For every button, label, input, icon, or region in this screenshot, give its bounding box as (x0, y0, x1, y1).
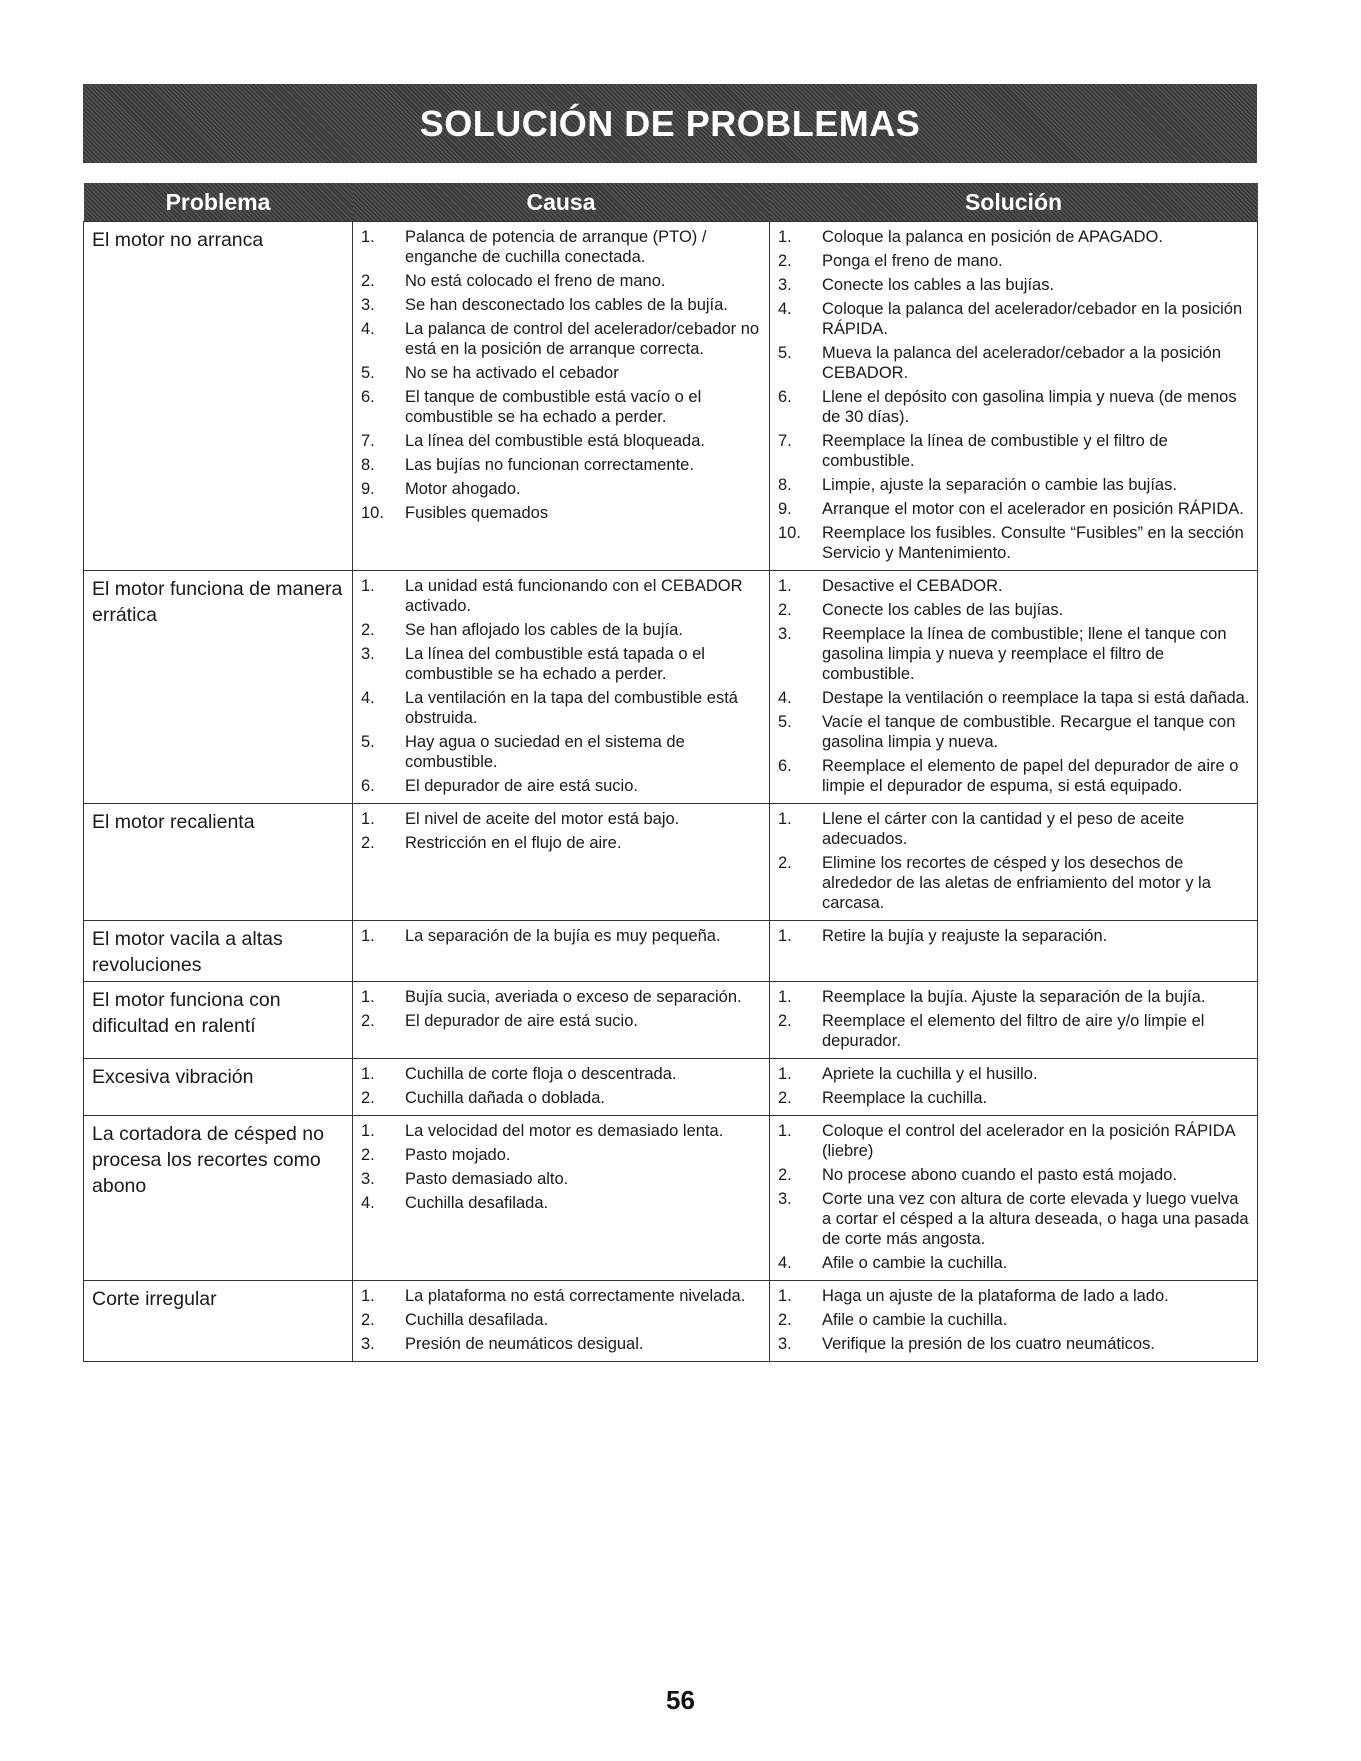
item-number: 1. (361, 577, 375, 595)
item-text: Llene el depósito con gasolina limpia y nueva (de menos de 30 días). (822, 388, 1237, 426)
item-text: No está colocado el freno de mano. (405, 272, 666, 290)
page-number: 56 (666, 1685, 695, 1715)
cause-item (361, 1169, 763, 1189)
solution-item (778, 275, 1251, 295)
item-text: Cuchilla de corte floja o descentrada. (405, 1065, 677, 1083)
solution-list (778, 1286, 1251, 1354)
item-text: La separación de la bujía es muy pequeña. (405, 927, 721, 945)
item-text: Palanca de potencia de arranque (PTO) / enganche de cuchilla conectada. (405, 228, 707, 266)
item-text: Vacíe el tanque de combustible. Recargue el tanque con gasolina limpia y nueva. (822, 713, 1236, 751)
item-number: 4. (361, 689, 375, 707)
problem-cell: La cortadora de césped no procesa los recortes como abono (84, 1116, 353, 1281)
cause-list (361, 1121, 763, 1213)
item-text: Afile o cambie la cuchilla. (822, 1254, 1008, 1272)
table-row (84, 1059, 1258, 1116)
table-row (84, 804, 1258, 921)
item-text: Haga un ajuste de la plataforma de lado a lado. (822, 1287, 1169, 1305)
item-text: Reemplace el elemento del filtro de aire y/o limpie el depurador. (822, 1012, 1205, 1050)
item-text: Se han desconectado los cables de la bujía. (405, 296, 728, 314)
table-row (84, 1116, 1258, 1281)
table-header-row (84, 183, 1258, 222)
solution-item (778, 299, 1251, 339)
solution-item (778, 926, 1251, 946)
item-text: Llene el cárter con la cantidad y el peso de aceite adecuados. (822, 810, 1185, 848)
item-text: La velocidad del motor es demasiado lenta. (405, 1122, 724, 1140)
item-number: 8. (361, 456, 375, 474)
solution-list (778, 1121, 1251, 1273)
cause-cell (353, 921, 770, 982)
problem-cell: El motor funciona de manera errática (84, 571, 353, 804)
solution-item (778, 523, 1251, 563)
solution-item (778, 1165, 1251, 1185)
cause-item (361, 809, 763, 829)
cause-item (361, 431, 763, 451)
item-number: 3. (778, 276, 792, 294)
solution-cell (770, 222, 1258, 571)
solution-list (778, 1064, 1251, 1108)
item-text: Coloque la palanca del acelerador/cebador en la posición RÁPIDA. (822, 300, 1243, 338)
item-number: 4. (778, 300, 792, 318)
cause-cell (353, 982, 770, 1059)
header-solucion: Solución (770, 183, 1258, 222)
solution-item (778, 1121, 1251, 1161)
item-number: 1. (778, 1287, 792, 1305)
item-number: 9. (361, 480, 375, 498)
item-text: Motor ahogado. (405, 480, 521, 498)
cause-item (361, 363, 763, 383)
item-text: Reemplace el elemento de papel del depurador de aire o limpie el depurador de espuma, si está equipado. (822, 757, 1239, 795)
solution-cell (770, 571, 1258, 804)
item-text: Corte una vez con altura de corte elevada y luego vuelva a cortar el césped a la altura deseada, o haga una pasada de corte más angosta. (822, 1190, 1249, 1248)
item-text: Destape la ventilación o reemplace la tapa si está dañada. (822, 689, 1250, 707)
item-number: 2. (778, 854, 792, 872)
item-text: La línea del combustible está bloqueada. (405, 432, 705, 450)
item-text: Cuchilla desafilada. (405, 1194, 549, 1212)
item-text: Verifique la presión de los cuatro neumáticos. (822, 1335, 1155, 1353)
cause-cell (353, 571, 770, 804)
item-number: 2. (361, 621, 375, 639)
solution-cell (770, 804, 1258, 921)
item-text: No se ha activado el cebador (405, 364, 619, 382)
cause-item (361, 987, 763, 1007)
item-text: La unidad está funcionando con el CEBADOR activado. (405, 577, 743, 615)
cause-list (361, 809, 763, 853)
item-number: 1. (778, 927, 792, 945)
header-causa: Causa (353, 183, 770, 222)
item-number: 2. (361, 1012, 375, 1030)
cause-item (361, 1064, 763, 1084)
item-number: 5. (778, 344, 792, 362)
cause-list (361, 227, 763, 523)
cause-cell (353, 222, 770, 571)
item-text: Presión de neumáticos desigual. (405, 1335, 644, 1353)
item-number: 7. (778, 432, 792, 450)
item-number: 1. (778, 1065, 792, 1083)
cause-item (361, 926, 763, 946)
item-number: 2. (778, 1311, 792, 1329)
cause-list (361, 1286, 763, 1354)
solution-item (778, 475, 1251, 495)
table-row (84, 921, 1258, 982)
table-row (84, 982, 1258, 1059)
solution-item (778, 343, 1251, 383)
solution-item (778, 756, 1251, 796)
cause-item (361, 1145, 763, 1165)
item-number: 2. (778, 601, 792, 619)
solution-list (778, 809, 1251, 913)
cause-cell (353, 1281, 770, 1362)
cause-list (361, 1064, 763, 1108)
item-text: Cuchilla dañada o doblada. (405, 1089, 605, 1107)
solution-item (778, 987, 1251, 1007)
solution-item (778, 712, 1251, 752)
item-number: 4. (361, 1194, 375, 1212)
cause-item (361, 1193, 763, 1213)
item-number: 2. (361, 1146, 375, 1164)
item-number: 1. (361, 1287, 375, 1305)
solution-cell (770, 1281, 1258, 1362)
table-body (84, 222, 1258, 1362)
cause-item (361, 455, 763, 475)
solution-cell (770, 921, 1258, 982)
item-number: 6. (778, 757, 792, 775)
item-text: Arranque el motor con el acelerador en posición RÁPIDA. (822, 500, 1244, 518)
problem-cell: El motor recalienta (84, 804, 353, 921)
cause-item (361, 576, 763, 616)
item-text: Mueva la palanca del acelerador/cebador a la posición CEBADOR. (822, 344, 1222, 382)
cause-item (361, 688, 763, 728)
item-text: Pasto demasiado alto. (405, 1170, 569, 1188)
item-text: Hay agua o suciedad en el sistema de combustible. (405, 733, 685, 771)
item-text: Fusibles quemados (405, 504, 549, 522)
solution-item (778, 624, 1251, 684)
cause-item (361, 1334, 763, 1354)
cause-item (361, 479, 763, 499)
item-text: Conecte los cables de las bujías. (822, 601, 1064, 619)
header-problema: Problema (84, 183, 353, 222)
item-number: 10. (361, 504, 384, 522)
problem-cell: Excesiva vibración (84, 1059, 353, 1116)
solution-item (778, 1334, 1251, 1354)
solution-item (778, 227, 1251, 247)
item-number: 3. (778, 625, 792, 643)
item-number: 7. (361, 432, 375, 450)
item-number: 1. (361, 927, 375, 945)
solution-item (778, 251, 1251, 271)
cause-cell (353, 804, 770, 921)
item-text: Se han aflojado los cables de la bujía. (405, 621, 683, 639)
item-text: Reemplace la línea de combustible; llene el tanque con gasolina limpia y nueva y reemplace el filtro de combustible. (822, 625, 1227, 683)
item-text: La plataforma no está correctamente nivelada. (405, 1287, 746, 1305)
item-number: 3. (361, 1170, 375, 1188)
item-number: 1. (361, 1122, 375, 1140)
item-text: La línea del combustible está tapada o el combustible se ha echado a perder. (405, 645, 705, 683)
cause-item (361, 319, 763, 359)
solution-item (778, 688, 1251, 708)
solution-item (778, 853, 1251, 913)
cause-list (361, 926, 763, 946)
item-text: Afile o cambie la cuchilla. (822, 1311, 1008, 1329)
solution-item (778, 1011, 1251, 1051)
item-number: 3. (361, 296, 375, 314)
cause-item (361, 271, 763, 291)
item-number: 2. (361, 272, 375, 290)
cause-item (361, 295, 763, 315)
cause-cell (353, 1059, 770, 1116)
item-text: Limpie, ajuste la separación o cambie las bujías. (822, 476, 1177, 494)
item-number: 1. (361, 988, 375, 1006)
item-number: 3. (361, 645, 375, 663)
item-number: 2. (361, 1311, 375, 1329)
problem-cell: El motor funciona con dificultad en ralentí (84, 982, 353, 1059)
solution-item (778, 431, 1251, 471)
item-text: Retire la bujía y reajuste la separación. (822, 927, 1108, 945)
problem-cell: El motor no arranca (84, 222, 353, 571)
item-text: El nivel de aceite del motor está bajo. (405, 810, 680, 828)
solution-item (778, 809, 1251, 849)
item-number: 2. (778, 1012, 792, 1030)
item-number: 1. (778, 577, 792, 595)
solution-item (778, 1286, 1251, 1306)
item-number: 5. (778, 713, 792, 731)
solution-item (778, 576, 1251, 596)
item-text: Reemplace la línea de combustible y el filtro de combustible. (822, 432, 1168, 470)
item-text: El tanque de combustible está vacío o el combustible se ha echado a perder. (405, 388, 702, 426)
table-row (84, 1281, 1258, 1362)
solution-list (778, 987, 1251, 1051)
table-row (84, 222, 1258, 571)
item-number: 3. (361, 1335, 375, 1353)
item-text: Coloque la palanca en posición de APAGADO. (822, 228, 1163, 246)
cause-item (361, 1088, 763, 1108)
item-number: 5. (361, 364, 375, 382)
item-number: 10. (778, 524, 801, 542)
item-number: 2. (361, 834, 375, 852)
cause-item (361, 1286, 763, 1306)
item-text: Ponga el freno de mano. (822, 252, 1003, 270)
solution-item (778, 1064, 1251, 1084)
item-number: 6. (778, 388, 792, 406)
cause-item (361, 644, 763, 684)
item-text: Coloque el control del acelerador en la posición RÁPIDA (liebre) (822, 1122, 1235, 1160)
solution-item (778, 600, 1251, 620)
cause-item (361, 503, 763, 523)
solution-item (778, 499, 1251, 519)
solution-cell (770, 1059, 1258, 1116)
solution-cell (770, 1116, 1258, 1281)
cause-item (361, 833, 763, 853)
table-row (84, 571, 1258, 804)
cause-item (361, 732, 763, 772)
item-number: 1. (361, 228, 375, 246)
solution-item (778, 1189, 1251, 1249)
solution-list (778, 576, 1251, 796)
solution-cell (770, 982, 1258, 1059)
item-number: 6. (361, 777, 375, 795)
cause-cell (353, 1116, 770, 1281)
cause-item (361, 1011, 763, 1031)
item-text: Conecte los cables a las bujías. (822, 276, 1055, 294)
cause-item (361, 1121, 763, 1141)
item-text: Restricción en el flujo de aire. (405, 834, 622, 852)
problem-cell: Corte irregular (84, 1281, 353, 1362)
item-number: 3. (778, 1190, 792, 1208)
item-number: 3. (778, 1335, 792, 1353)
item-text: El depurador de aire está sucio. (405, 1012, 638, 1030)
item-number: 4. (361, 320, 375, 338)
item-number: 1. (778, 810, 792, 828)
item-text: Cuchilla desafilada. (405, 1311, 549, 1329)
item-number: 1. (361, 810, 375, 828)
solution-item (778, 1310, 1251, 1330)
page-title-banner (83, 84, 1257, 163)
item-number: 4. (778, 689, 792, 707)
item-text: Reemplace la cuchilla. (822, 1089, 988, 1107)
item-number: 2. (778, 1166, 792, 1184)
cause-item (361, 1310, 763, 1330)
item-number: 9. (778, 500, 792, 518)
solution-list (778, 926, 1251, 946)
page-title: SOLUCIÓN DE PROBLEMAS (419, 102, 921, 144)
item-number: 2. (778, 1089, 792, 1107)
solution-item (778, 387, 1251, 427)
item-text: No procese abono cuando el pasto está mojado. (822, 1166, 1177, 1184)
item-text: La palanca de control del acelerador/cebador no está en la posición de arranque correcta. (405, 320, 760, 358)
item-number: 1. (778, 1122, 792, 1140)
item-number: 2. (361, 1089, 375, 1107)
cause-item (361, 776, 763, 796)
item-text: Reemplace la bujía. Ajuste la separación de la bujía. (822, 988, 1206, 1006)
solution-list (778, 227, 1251, 563)
item-number: 1. (361, 1065, 375, 1083)
solution-item (778, 1253, 1251, 1273)
item-text: Las bujías no funcionan correctamente. (405, 456, 694, 474)
item-number: 4. (778, 1254, 792, 1272)
troubleshooting-table (83, 183, 1258, 1362)
item-text: Reemplace los fusibles. Consulte “Fusibles” en la sección Servicio y Mantenimiento. (822, 524, 1244, 562)
item-text: Elimine los recortes de césped y los desechos de alrededor de las aletas de enfriamiento del motor y la carcasa. (822, 854, 1211, 912)
cause-list (361, 576, 763, 796)
cause-item (361, 227, 763, 267)
item-text: La ventilación en la tapa del combustible está obstruida. (405, 689, 738, 727)
cause-item (361, 387, 763, 427)
item-number: 6. (361, 388, 375, 406)
item-number: 2. (778, 252, 792, 270)
cause-list (361, 987, 763, 1031)
item-text: El depurador de aire está sucio. (405, 777, 638, 795)
item-text: Bujía sucia, averiada o exceso de separación. (405, 988, 742, 1006)
item-number: 1. (778, 988, 792, 1006)
item-number: 5. (361, 733, 375, 751)
item-number: 1. (778, 228, 792, 246)
item-text: Desactive el CEBADOR. (822, 577, 1003, 595)
problem-cell: El motor vacila a altas revoluciones (84, 921, 353, 982)
cause-item (361, 620, 763, 640)
solution-item (778, 1088, 1251, 1108)
item-number: 8. (778, 476, 792, 494)
item-text: Pasto mojado. (405, 1146, 511, 1164)
item-text: Apriete la cuchilla y el husillo. (822, 1065, 1038, 1083)
